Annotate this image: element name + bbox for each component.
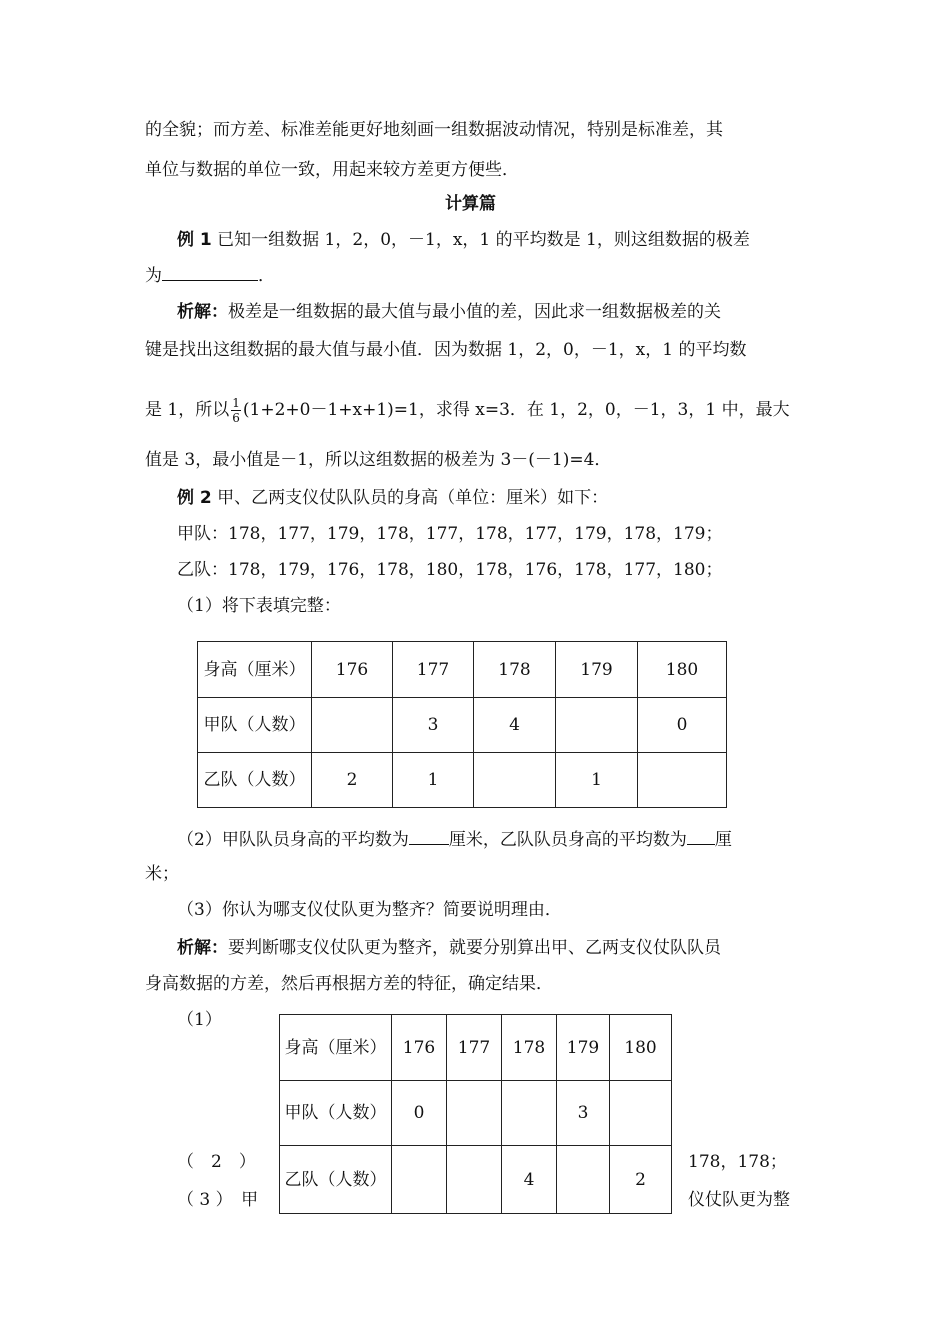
header-cell: 176 — [392, 1015, 447, 1081]
fraction-numerator: 1 — [232, 396, 240, 410]
intro-line-1: 的全貌；而方差、标准差能更好地刻画一组数据波动情况，特别是标准差，其 — [145, 120, 723, 140]
table-cell: 1 — [393, 753, 474, 808]
table-cell — [447, 1081, 502, 1146]
header-cell: 178 — [474, 642, 556, 698]
mean-a-blank[interactable] — [409, 828, 449, 845]
table-cell: 3 — [393, 698, 474, 753]
row-label: 甲队（人数） — [280, 1081, 392, 1146]
table-cell: 4 — [474, 698, 556, 753]
header-cell: 身高（厘米） — [198, 642, 312, 698]
table-cell: 2 — [610, 1146, 672, 1214]
header-cell: 179 — [557, 1015, 610, 1081]
table-cell — [557, 1146, 610, 1214]
example1-line-2 — [145, 264, 275, 288]
header-cell: 180 — [638, 642, 727, 698]
analysis2-line-1 — [177, 936, 721, 960]
example2-line-1 — [177, 486, 608, 510]
team-a-heights: 甲队：178，177，179，178，177，178，177，179，178，179； — [177, 524, 723, 544]
table-cell[interactable] — [474, 753, 556, 808]
question-3: （3）你认为哪支仪仗队更为整齐？简要说明理由． — [177, 900, 562, 920]
header-cell: 180 — [610, 1015, 672, 1081]
table-cell: 4 — [502, 1146, 557, 1214]
table-cell: 1 — [556, 753, 638, 808]
analysis2-line-2: 身高数据的方差，然后再根据方差的特征，确定结果． — [145, 974, 553, 994]
table-row — [280, 1081, 672, 1146]
table-row — [198, 753, 727, 808]
analysis1-line-4: 值是 3，最小值是－1，所以这组数据的极差为 3－(－1)=4． — [145, 450, 612, 470]
analysis1-line3-start: 是 1，所以 — [145, 400, 230, 420]
table-row — [280, 1146, 672, 1214]
table-row — [198, 698, 727, 753]
header-cell: 178 — [502, 1015, 557, 1081]
analysis1-line-3 — [145, 396, 790, 425]
example1-label: 例 1 — [177, 230, 212, 250]
header-cell: 179 — [556, 642, 638, 698]
row-label: 甲队（人数） — [198, 698, 312, 753]
table-cell: 3 — [557, 1081, 610, 1146]
answer-table — [279, 1014, 672, 1214]
answer-right-2: 仪仗队更为整 — [688, 1190, 790, 1210]
example1-text: 已知一组数据 1，2，0，－1，x，1 的平均数是 1，则这组数据的极差 — [217, 230, 750, 250]
table-cell[interactable] — [312, 698, 393, 753]
question-2-line-2: 米； — [145, 864, 179, 884]
header-cell: 177 — [447, 1015, 502, 1081]
answer-part-1: （1） — [177, 1010, 222, 1030]
question-2-middle: 厘米，乙队队员身高的平均数为 — [448, 830, 687, 850]
analysis1-line-1 — [177, 300, 721, 324]
question-2-start: （2）甲队队员身高的平均数为 — [177, 830, 409, 850]
analysis1-text: 极差是一组数据的最大值与最小值的差，因此求一组数据极差的关 — [228, 302, 721, 322]
table-header-row — [198, 642, 727, 698]
table-cell: 0 — [638, 698, 727, 753]
table-cell — [610, 1081, 672, 1146]
example1-line-1 — [177, 228, 750, 252]
table-cell: 0 — [392, 1081, 447, 1146]
mean-b-blank[interactable] — [687, 828, 715, 845]
fraction-denominator: 6 — [232, 411, 240, 425]
question-2-end: 厘 — [714, 830, 732, 850]
analysis2-text: 要判断哪支仪仗队更为整齐，就要分别算出甲、乙两支仪仗队队员 — [228, 938, 721, 958]
table-cell: 2 — [312, 753, 393, 808]
question-1: （1）将下表填完整： — [177, 596, 341, 616]
example1-suffix: ． — [258, 266, 275, 286]
analysis1-line3-end: (1+2+0－1+x+1)=1，求得 x=3．在 1，2，0，－1，3，1 中，最大 — [242, 400, 790, 420]
row-label: 乙队（人数） — [280, 1146, 392, 1214]
question-2-line-1 — [177, 828, 732, 852]
table-cell — [502, 1081, 557, 1146]
table-cell — [447, 1146, 502, 1214]
analysis1-label: 析解： — [177, 302, 228, 322]
table-cell[interactable] — [638, 753, 727, 808]
header-cell: 身高（厘米） — [280, 1015, 392, 1081]
fill-in-table — [197, 641, 727, 808]
section-title: 计算篇 — [445, 194, 496, 214]
answer-blank[interactable] — [162, 264, 258, 281]
table-cell — [392, 1146, 447, 1214]
table-header-row — [280, 1015, 672, 1081]
analysis2-label: 析解： — [177, 938, 228, 958]
answer-right-1: 178，178； — [688, 1152, 787, 1172]
header-cell: 177 — [393, 642, 474, 698]
analysis1-line-2: 键是找出这组数据的最大值与最小值．因为数据 1，2，0，－1，x，1 的平均数 — [145, 340, 747, 360]
example2-label: 例 2 — [177, 488, 212, 508]
row-label: 乙队（人数） — [198, 753, 312, 808]
intro-line-2: 单位与数据的单位一致，用起来较方差更方便些． — [145, 160, 519, 180]
example2-text: 甲、乙两支仪仗队队员的身高（单位：厘米）如下： — [217, 488, 609, 508]
team-b-heights: 乙队：178，179，176，178，180，178，176，178，177，180； — [177, 560, 723, 580]
example1-prefix: 为 — [145, 266, 162, 286]
header-cell: 176 — [312, 642, 393, 698]
answer-part-3: （ 3 ） 甲 — [177, 1190, 259, 1210]
answer-part-2: （ 2 ） — [177, 1152, 256, 1172]
table-cell[interactable] — [556, 698, 638, 753]
fraction-one-sixth — [231, 396, 241, 425]
